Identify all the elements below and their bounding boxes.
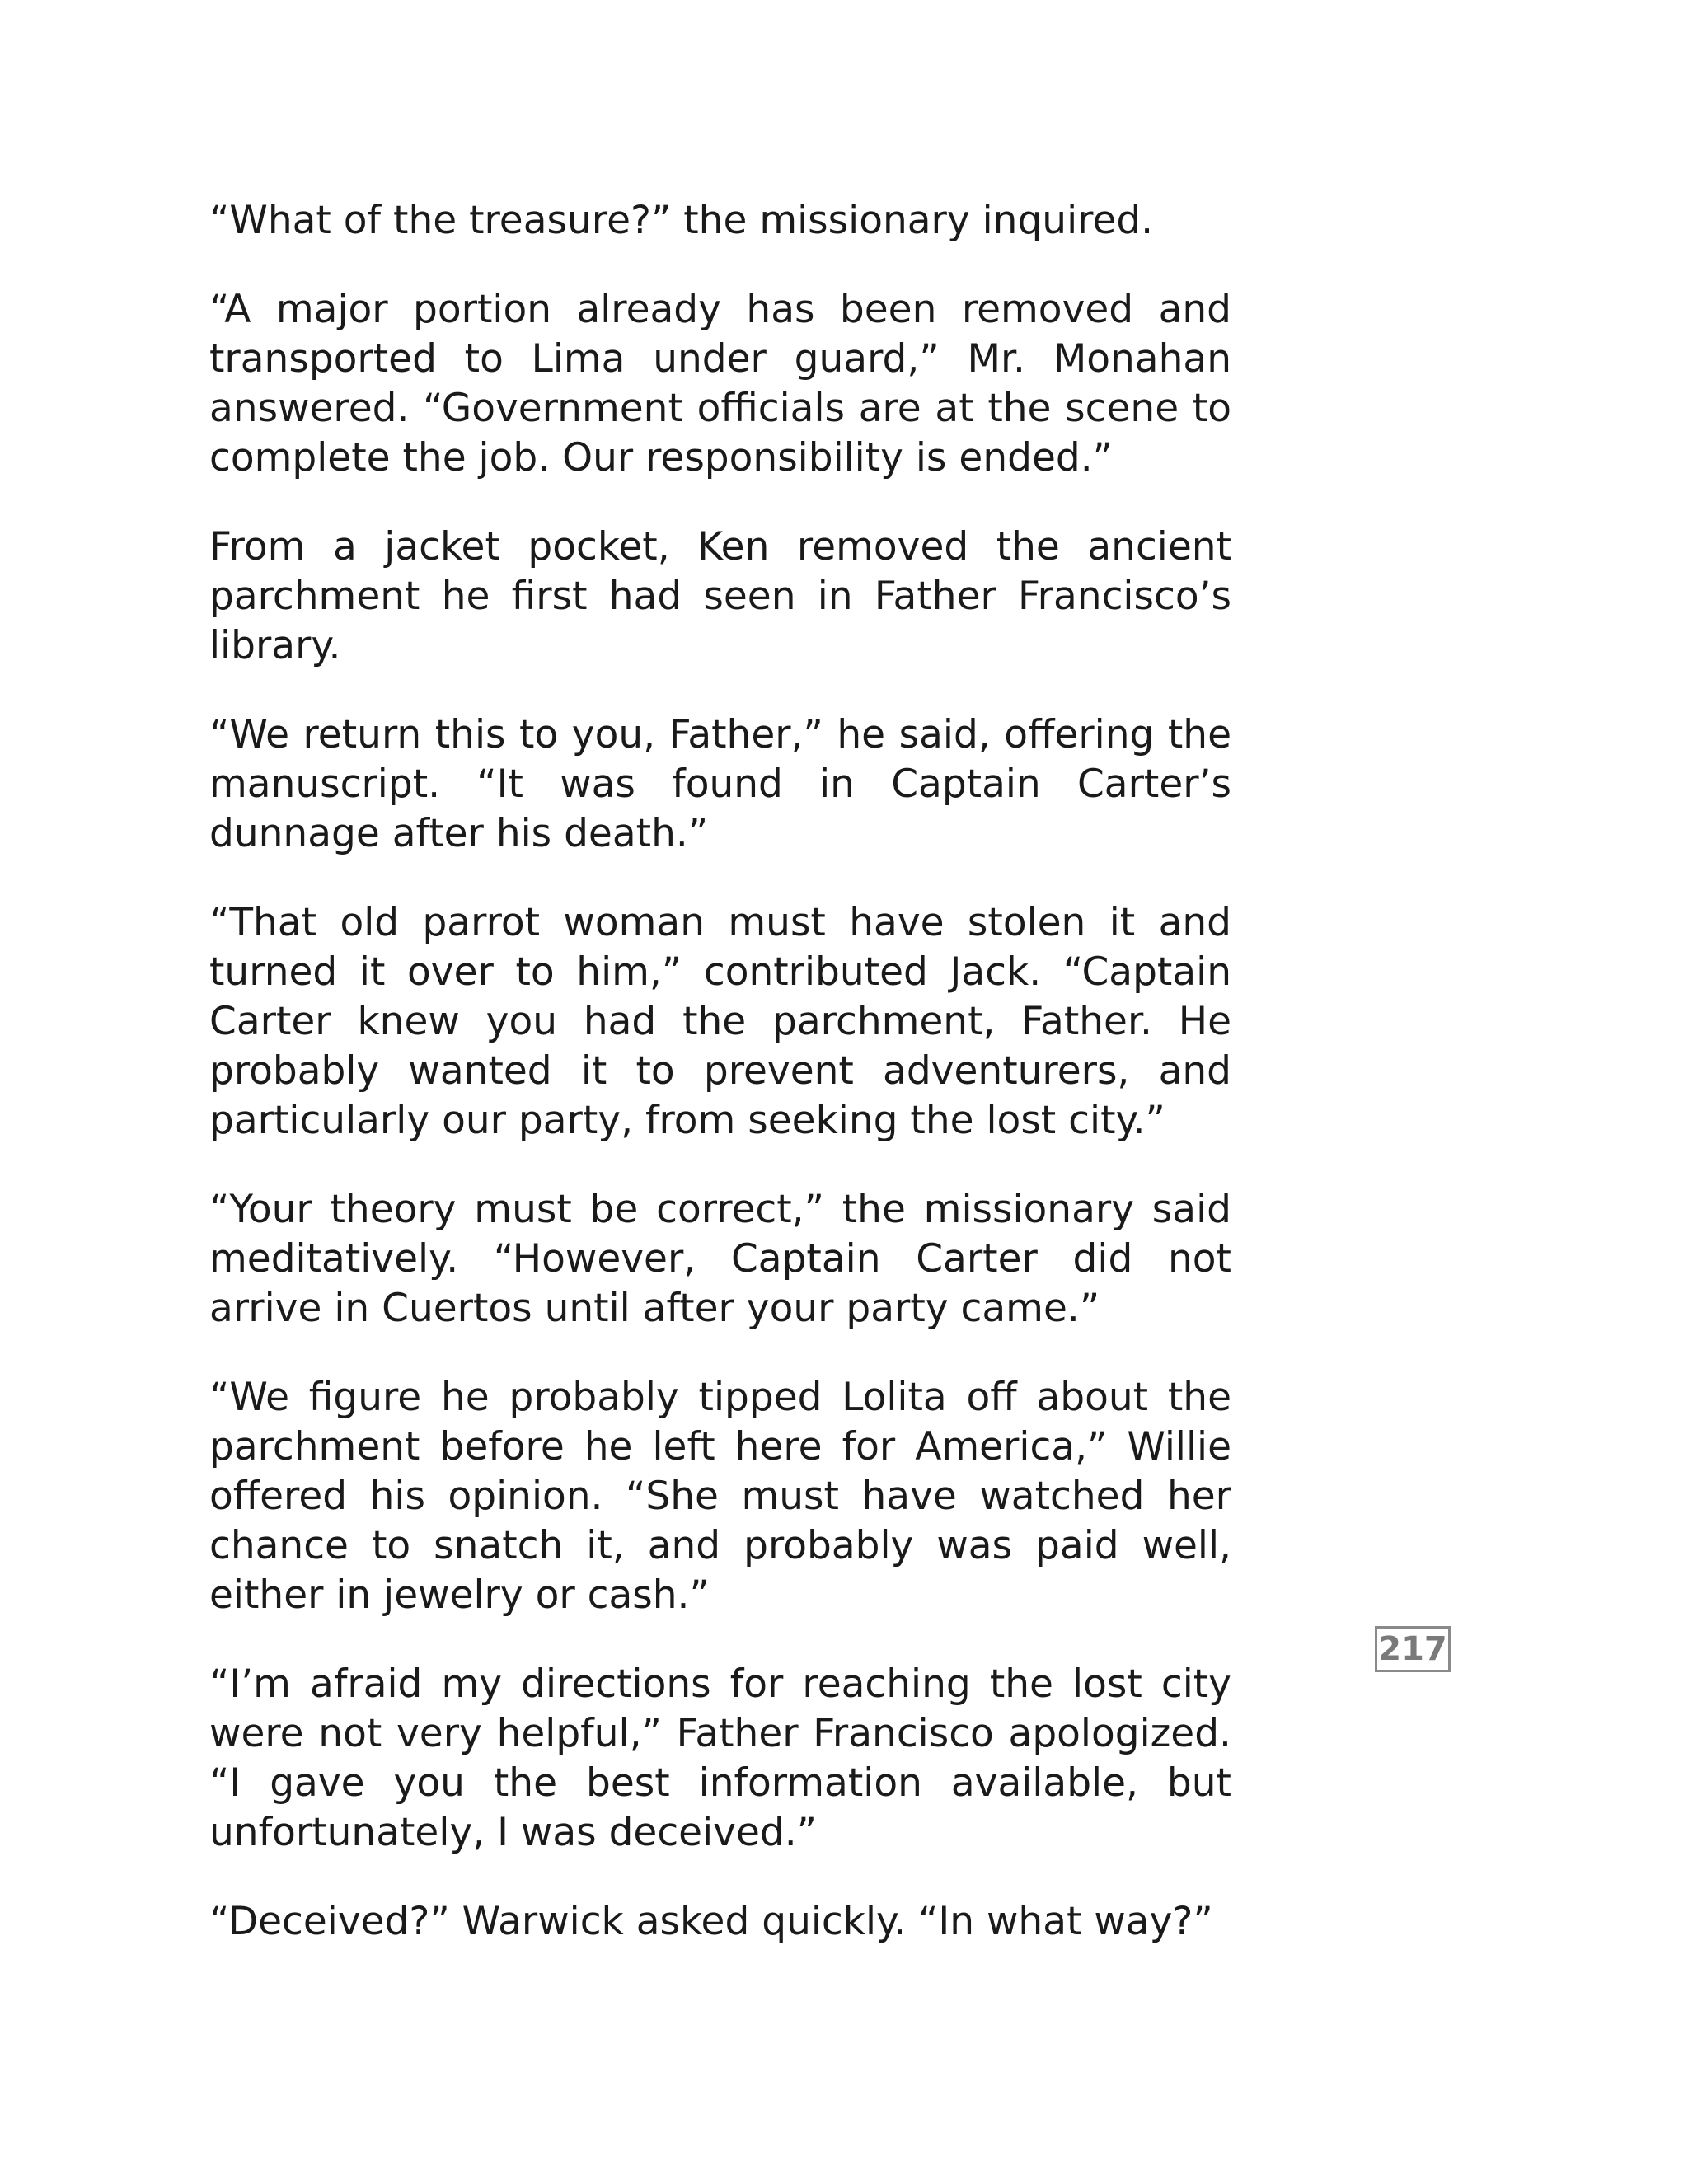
paragraph: “Deceived?” Warwick asked quickly. “In what way?” <box>209 1899 1213 1944</box>
paragraph: “We return this to you, Father,” he said, offering the manuscript. “It was found in Captain Carter’s dunnage after his death.” <box>209 712 1231 856</box>
paragraph: “I’m afraid my directions for reaching the lost city were not very helpful,” Father Francisco apologized. “I gave you the best information available, but unfortunately, I was deceived.” <box>209 1661 1231 1855</box>
paragraph: “Your theory must be correct,” the missionary said meditatively. “However, Captain Carter did not arrive in Cuertos until after your party came.” <box>209 1187 1231 1331</box>
page-number-badge: 217 <box>1375 1626 1451 1672</box>
paragraph: “What of the treasure?” the missionary inquired. <box>209 198 1154 243</box>
paragraph: From a jacket pocket, Ken removed the ancient parchment he first had seen in Father Francisco’s library. <box>209 524 1231 668</box>
body-text <box>209 196 1231 1986</box>
paragraph: “That old parrot woman must have stolen it and turned it over to him,” contributed Jack. “Captain Carter knew you had the parchment, Father. He probably wanted it to prevent adventurers, and particularly our party, from seeking the lost city.” <box>209 900 1231 1143</box>
paragraph: “A major portion already has been removed and transported to Lima under guard,” Mr. Monahan answered. “Government officials are at the scene to complete the job. Our responsibility is ended.” <box>209 287 1231 480</box>
paragraph: “We figure he probably tipped Lolita off about the parchment before he left here for America,” Willie offered his opinion. “She must have watched her chance to snatch it, and probably was paid well, either in jewelry or cash.” <box>209 1375 1231 1618</box>
